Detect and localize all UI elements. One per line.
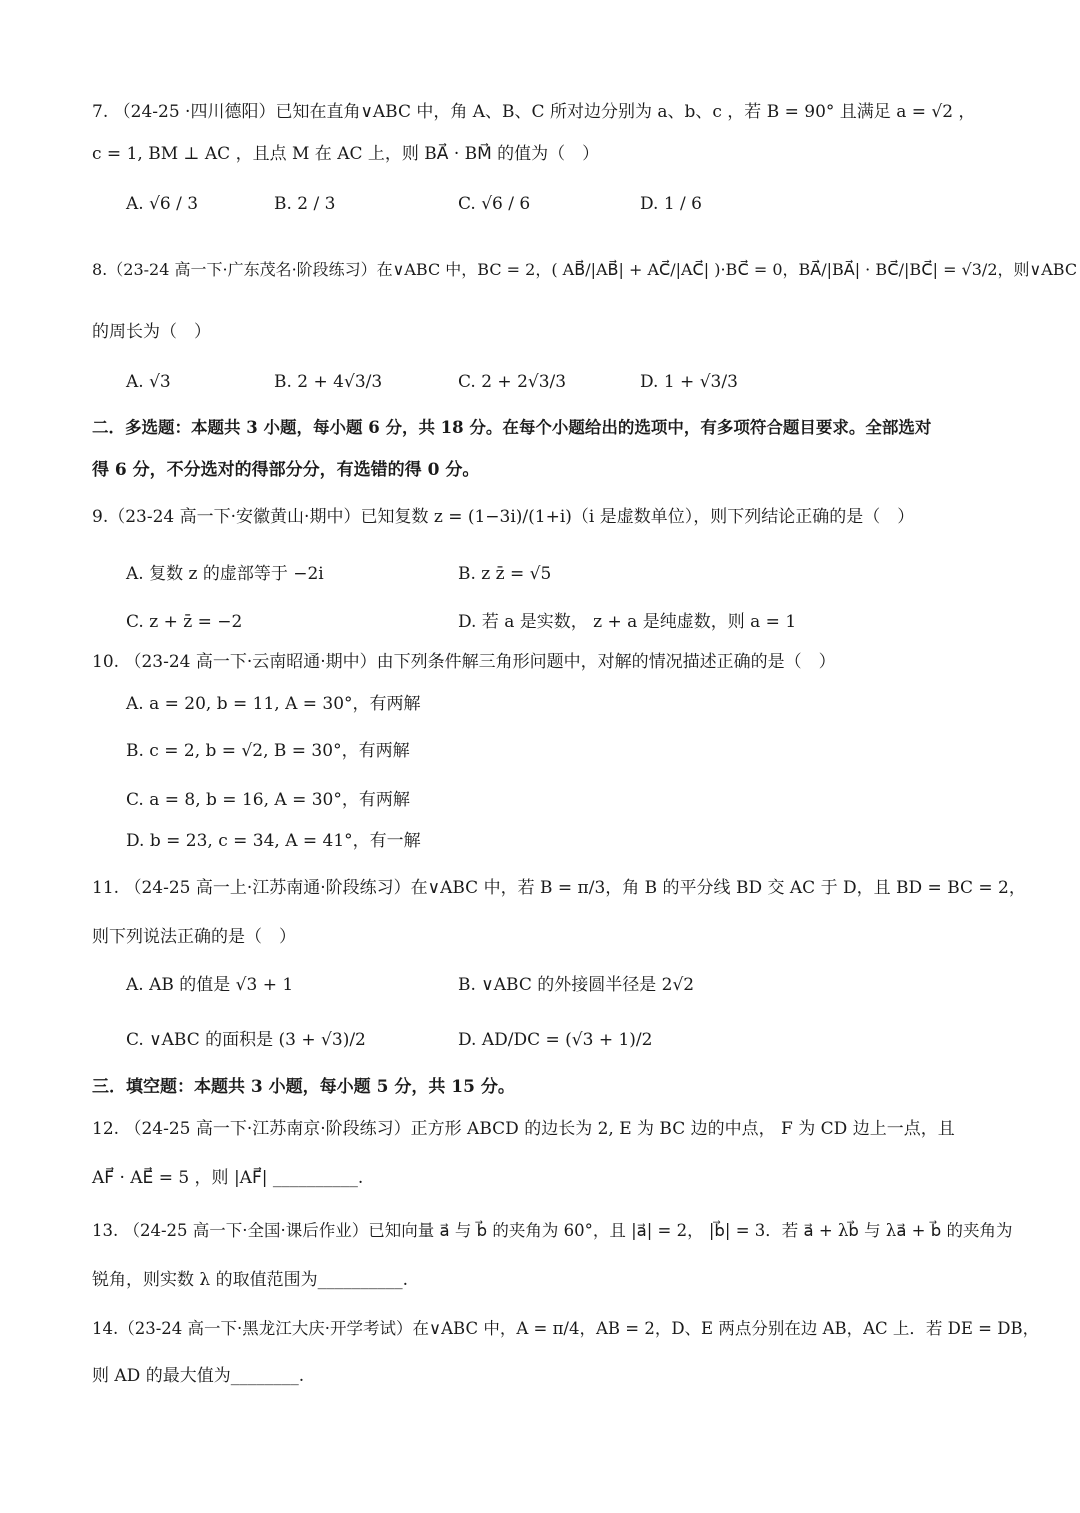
q13-line2: 锐角，则实数 λ 的取值范围为__________. xyxy=(92,1270,408,1290)
q11-option-c: C. ∨ABC 的面积是 (3 + √3)/2 xyxy=(126,1030,366,1050)
section2-heading-line1: 二．多选题：本题共 3 小题，每小题 6 分，共 18 分。在每个小题给出的选项中，有多项符合题目要求。全部选对 xyxy=(92,418,932,437)
q14-line1: 14.（23-24 高一下·黑龙江大庆·开学考试）在∨ABC 中，A = π/4，AB = 2，D、E 两点分别在边 AB，AC 上．若 DE = DB， xyxy=(92,1319,1040,1338)
q9-option-a: A. 复数 z 的虚部等于 −2i xyxy=(126,564,324,584)
q7-option-d: D. 1 / 6 xyxy=(640,194,702,214)
q10-option-c: C. a = 8, b = 16, A = 30°，有两解 xyxy=(126,790,410,810)
q8-option-a: A. √3 xyxy=(126,372,171,392)
q11-line1: 11. （24-25 高一上·江苏南通·阶段练习）在∨ABC 中，若 B = π/3，角 B 的平分线 BD 交 AC 于 D，且 BD = BC = 2， xyxy=(92,878,1026,898)
q11-option-b: B. ∨ABC 的外接圆半径是 2√2 xyxy=(458,975,695,995)
q8-option-d: D. 1 + √3/3 xyxy=(640,372,738,392)
q12-line2: AF⃗ · AE⃗ = 5 ，则 |AF⃗| __________. xyxy=(92,1168,364,1188)
q7-line1: 7. （24-25 ·四川德阳）已知在直角∨ABC 中，角 A、B、C 所对边分别为 a、b、c ，若 B = 90° 且满足 a = √2 ， xyxy=(92,102,976,122)
q8-line1: 8.（23-24 高一下·广东茂名·阶段练习）在∨ABC 中，BC = 2，( AB⃗/|AB⃗| + AC⃗/|AC⃗| )·BC⃗ = 0，BA⃗/|BA⃗| · BC⃗/|BC⃗| = √3/2，则∨ABC xyxy=(92,260,1078,279)
q9-line1: 9.（23-24 高一下·安徽黄山·期中）已知复数 z = (1−3i)/(1+i)（i 是虚数单位），则下列结论正确的是（ ） xyxy=(92,507,915,527)
q9-option-c: C. z + z̄ = −2 xyxy=(126,612,243,632)
q11-option-d: D. AD/DC = (√3 + 1)/2 xyxy=(458,1030,653,1050)
q9-option-b: B. z z̄ = √5 xyxy=(458,564,552,584)
q13-line1: 13. （24-25 高一下·全国·课后作业）已知向量 a⃗ 与 b⃗ 的夹角为 60°，且 |a⃗| = 2， |b⃗| = 3．若 a⃗ + λb⃗ 与 λa⃗ + b⃗ 的夹角为 xyxy=(92,1221,1013,1240)
q11-line2: 则下列说法正确的是（ ） xyxy=(92,927,296,947)
q8-option-c: C. 2 + 2√3/3 xyxy=(458,372,567,392)
q7-line2: c = 1, BM ⊥ AC ，且点 M 在 AC 上，则 BA⃗ · BM⃗ 的值为（ ） xyxy=(92,144,600,164)
q7-option-a: A. √6 / 3 xyxy=(126,194,199,214)
q12-line1: 12. （24-25 高一下·江苏南京·阶段练习）正方形 ABCD 的边长为 2, E 为 BC 边的中点， F 为 CD 边上一点，且 xyxy=(92,1119,955,1139)
q11-option-a: A. AB 的值是 √3 + 1 xyxy=(126,975,294,995)
section2-heading-line2: 得 6 分，不分选对的得部分分，有选错的得 0 分。 xyxy=(92,460,480,480)
q10-option-b: B. c = 2, b = √2, B = 30°，有两解 xyxy=(126,741,410,761)
q8-line2: 的周长为（ ） xyxy=(92,322,211,342)
q10-option-a: A. a = 20, b = 11, A = 30°，有两解 xyxy=(126,694,421,714)
q8-option-b: B. 2 + 4√3/3 xyxy=(274,372,383,392)
q7-option-b: B. 2 / 3 xyxy=(274,194,336,214)
q7-option-c: C. √6 / 6 xyxy=(458,194,531,214)
q9-option-d: D. 若 a 是实数， z + a 是纯虚数，则 a = 1 xyxy=(458,612,797,632)
q10-line1: 10. （23-24 高一下·云南昭通·期中）由下列条件解三角形问题中，对解的情况描述正确的是（ ） xyxy=(92,652,836,672)
q14-line2: 则 AD 的最大值为________. xyxy=(92,1366,305,1386)
q10-option-d: D. b = 23, c = 34, A = 41°，有一解 xyxy=(126,831,421,851)
section3-heading: 三．填空题：本题共 3 小题，每小题 5 分，共 15 分。 xyxy=(92,1077,515,1097)
